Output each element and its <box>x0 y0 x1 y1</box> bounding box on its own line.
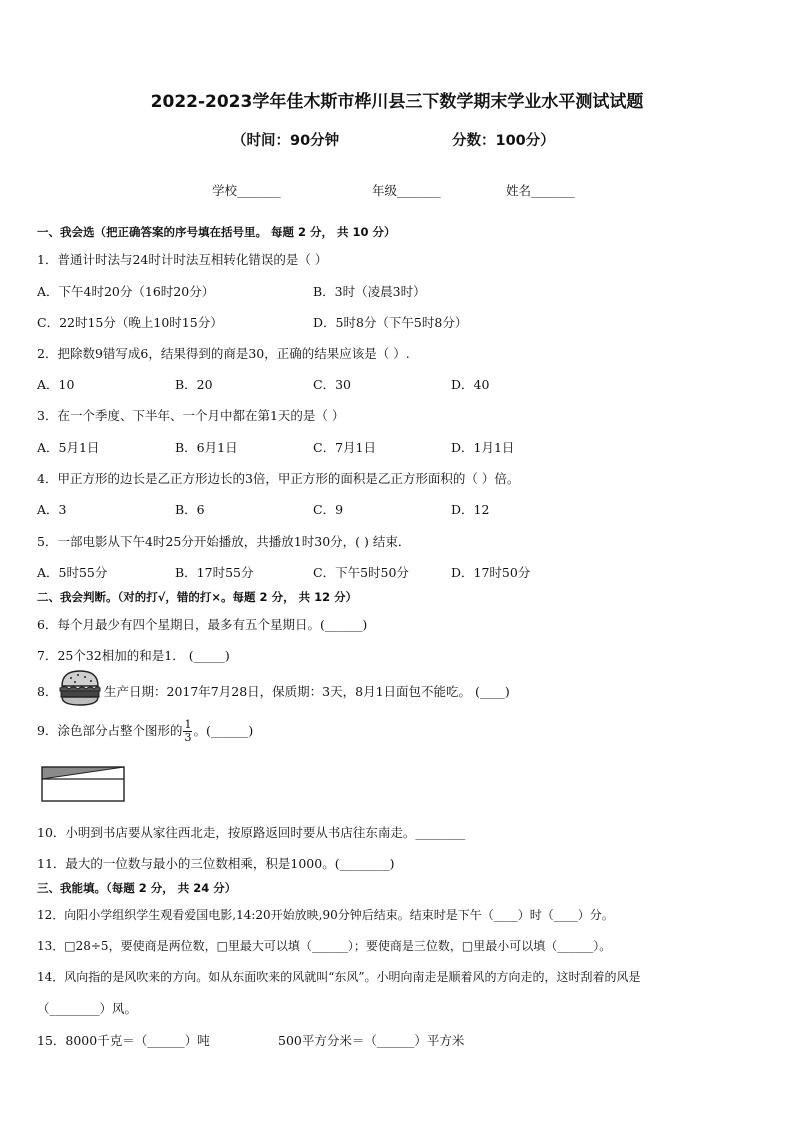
q3-option-a[interactable]: A．5月1日 <box>37 440 100 455</box>
q3-option-c[interactable]: C．7月1日 <box>313 440 376 455</box>
question-9 <box>37 716 253 746</box>
section-2-heading: 二、我会判断。（对的打√，错的打×。每题 2 分， 共 12 分） <box>37 590 358 604</box>
shaded-rectangle-figure <box>41 765 125 803</box>
q2-option-b[interactable]: B．20 <box>175 377 213 392</box>
q4-option-d[interactable]: D．12 <box>451 502 490 517</box>
fraction-one-third <box>183 719 192 744</box>
q4-option-c[interactable]: C．9 <box>313 502 344 517</box>
q9-prefix: 9．涂色部分占整个图形的 <box>37 723 183 738</box>
question-2: 2．把除数9错写成6，结果得到的商是30，正确的结果应该是（ ）. <box>37 346 410 361</box>
q1-option-c[interactable]: C．22时15分（晚上10时15分） <box>37 315 223 330</box>
question-14-line-1: 14．风向指的是风吹来的方向。如从东面吹来的风就叫“东风”。小明向南走是顺着风的方向走的，这时刮着的风是 <box>37 970 641 984</box>
q3-option-b[interactable]: B．6月1日 <box>175 440 238 455</box>
question-1: 1．普通计时法与24时计时法互相转化错误的是（ ） <box>37 252 328 267</box>
q4-option-b[interactable]: B．6 <box>175 502 205 517</box>
question-7: 7．25个32相加的和是1． (_____) <box>37 648 230 663</box>
question-8: 生产日期：2017年7月28日，保质期：3天，8月1日面包不能吃。 (____) <box>104 684 510 699</box>
page-title: 2022-2023学年佳木斯市桦川县三下数学期末学业水平测试试题 <box>150 92 644 112</box>
question-13: 13．□28÷5，要使商是两位数，□里最大可以填（______）；要使商是三位数，□里最小可以填（______）。 <box>37 939 612 953</box>
school-field[interactable]: 学校_______ <box>212 183 281 198</box>
question-15-part-a: 15．8000千克＝（______）吨 <box>37 1033 210 1048</box>
q1-option-d[interactable]: D．5时8分（下午5时8分） <box>313 315 468 330</box>
q5-option-c[interactable]: C．下午5时50分 <box>313 565 409 580</box>
question-10: 10．小明到书店要从家往西北走，按原路返回时要从书店往东南走。________ <box>37 825 466 840</box>
hamburger-icon <box>58 668 102 708</box>
q1-option-a[interactable]: A．下午4时20分（16时20分） <box>37 284 215 299</box>
question-8-number: 8． <box>37 684 58 699</box>
grade-field[interactable]: 年级_______ <box>372 183 441 198</box>
section-3-heading: 三、我能填。（每题 2 分， 共 24 分） <box>37 881 237 895</box>
q2-option-c[interactable]: C．30 <box>313 377 351 392</box>
fraction-numerator: 1 <box>184 718 192 731</box>
section-1-heading: 一、我会选（把正确答案的序号填在括号里。 每题 2 分， 共 10 分） <box>37 225 396 239</box>
question-11: 11．最大的一位数与最小的三位数相乘，积是1000。(________) <box>37 856 395 871</box>
q2-option-a[interactable]: A．10 <box>37 377 75 392</box>
q3-option-d[interactable]: D．1月1日 <box>451 440 515 455</box>
q4-option-a[interactable]: A．3 <box>37 502 67 517</box>
question-5: 5．一部电影从下午4时25分开始播放，共播放1时30分，( ) 结束． <box>37 534 411 549</box>
q1-option-b[interactable]: B．3时（凌晨3时） <box>313 284 426 299</box>
fraction-denominator: 3 <box>184 731 192 744</box>
name-field[interactable]: 姓名_______ <box>506 183 575 198</box>
q5-option-d[interactable]: D．17时50分 <box>451 565 531 580</box>
q5-option-a[interactable]: A．5时55分 <box>37 565 108 580</box>
q5-option-b[interactable]: B．17时55分 <box>175 565 254 580</box>
q2-option-d[interactable]: D．40 <box>451 377 490 392</box>
question-3: 3．在一个季度、下半年、一个月中都在第1天的是（ ） <box>37 408 345 423</box>
question-6: 6．每个月最少有四个星期日，最多有五个星期日。(______) <box>37 617 368 632</box>
question-15-part-b: 500平方分米＝（______）平方米 <box>278 1033 465 1048</box>
question-12: 12．向阳小学组织学生观看爱国电影,14:20开始放映,90分钟后结束。结束时是下午（____）时（____）分。 <box>37 908 614 922</box>
exam-time: （时间：90分钟 <box>232 133 340 149</box>
q9-suffix: 。(______) <box>193 723 254 738</box>
exam-score: 分数：100分） <box>452 133 555 149</box>
question-14-line-2: （________）风。 <box>37 1001 138 1016</box>
question-4: 4．甲正方形的边长是乙正方形边长的3倍，甲正方形的面积是乙正方形面积的（ ）倍。 <box>37 471 520 486</box>
